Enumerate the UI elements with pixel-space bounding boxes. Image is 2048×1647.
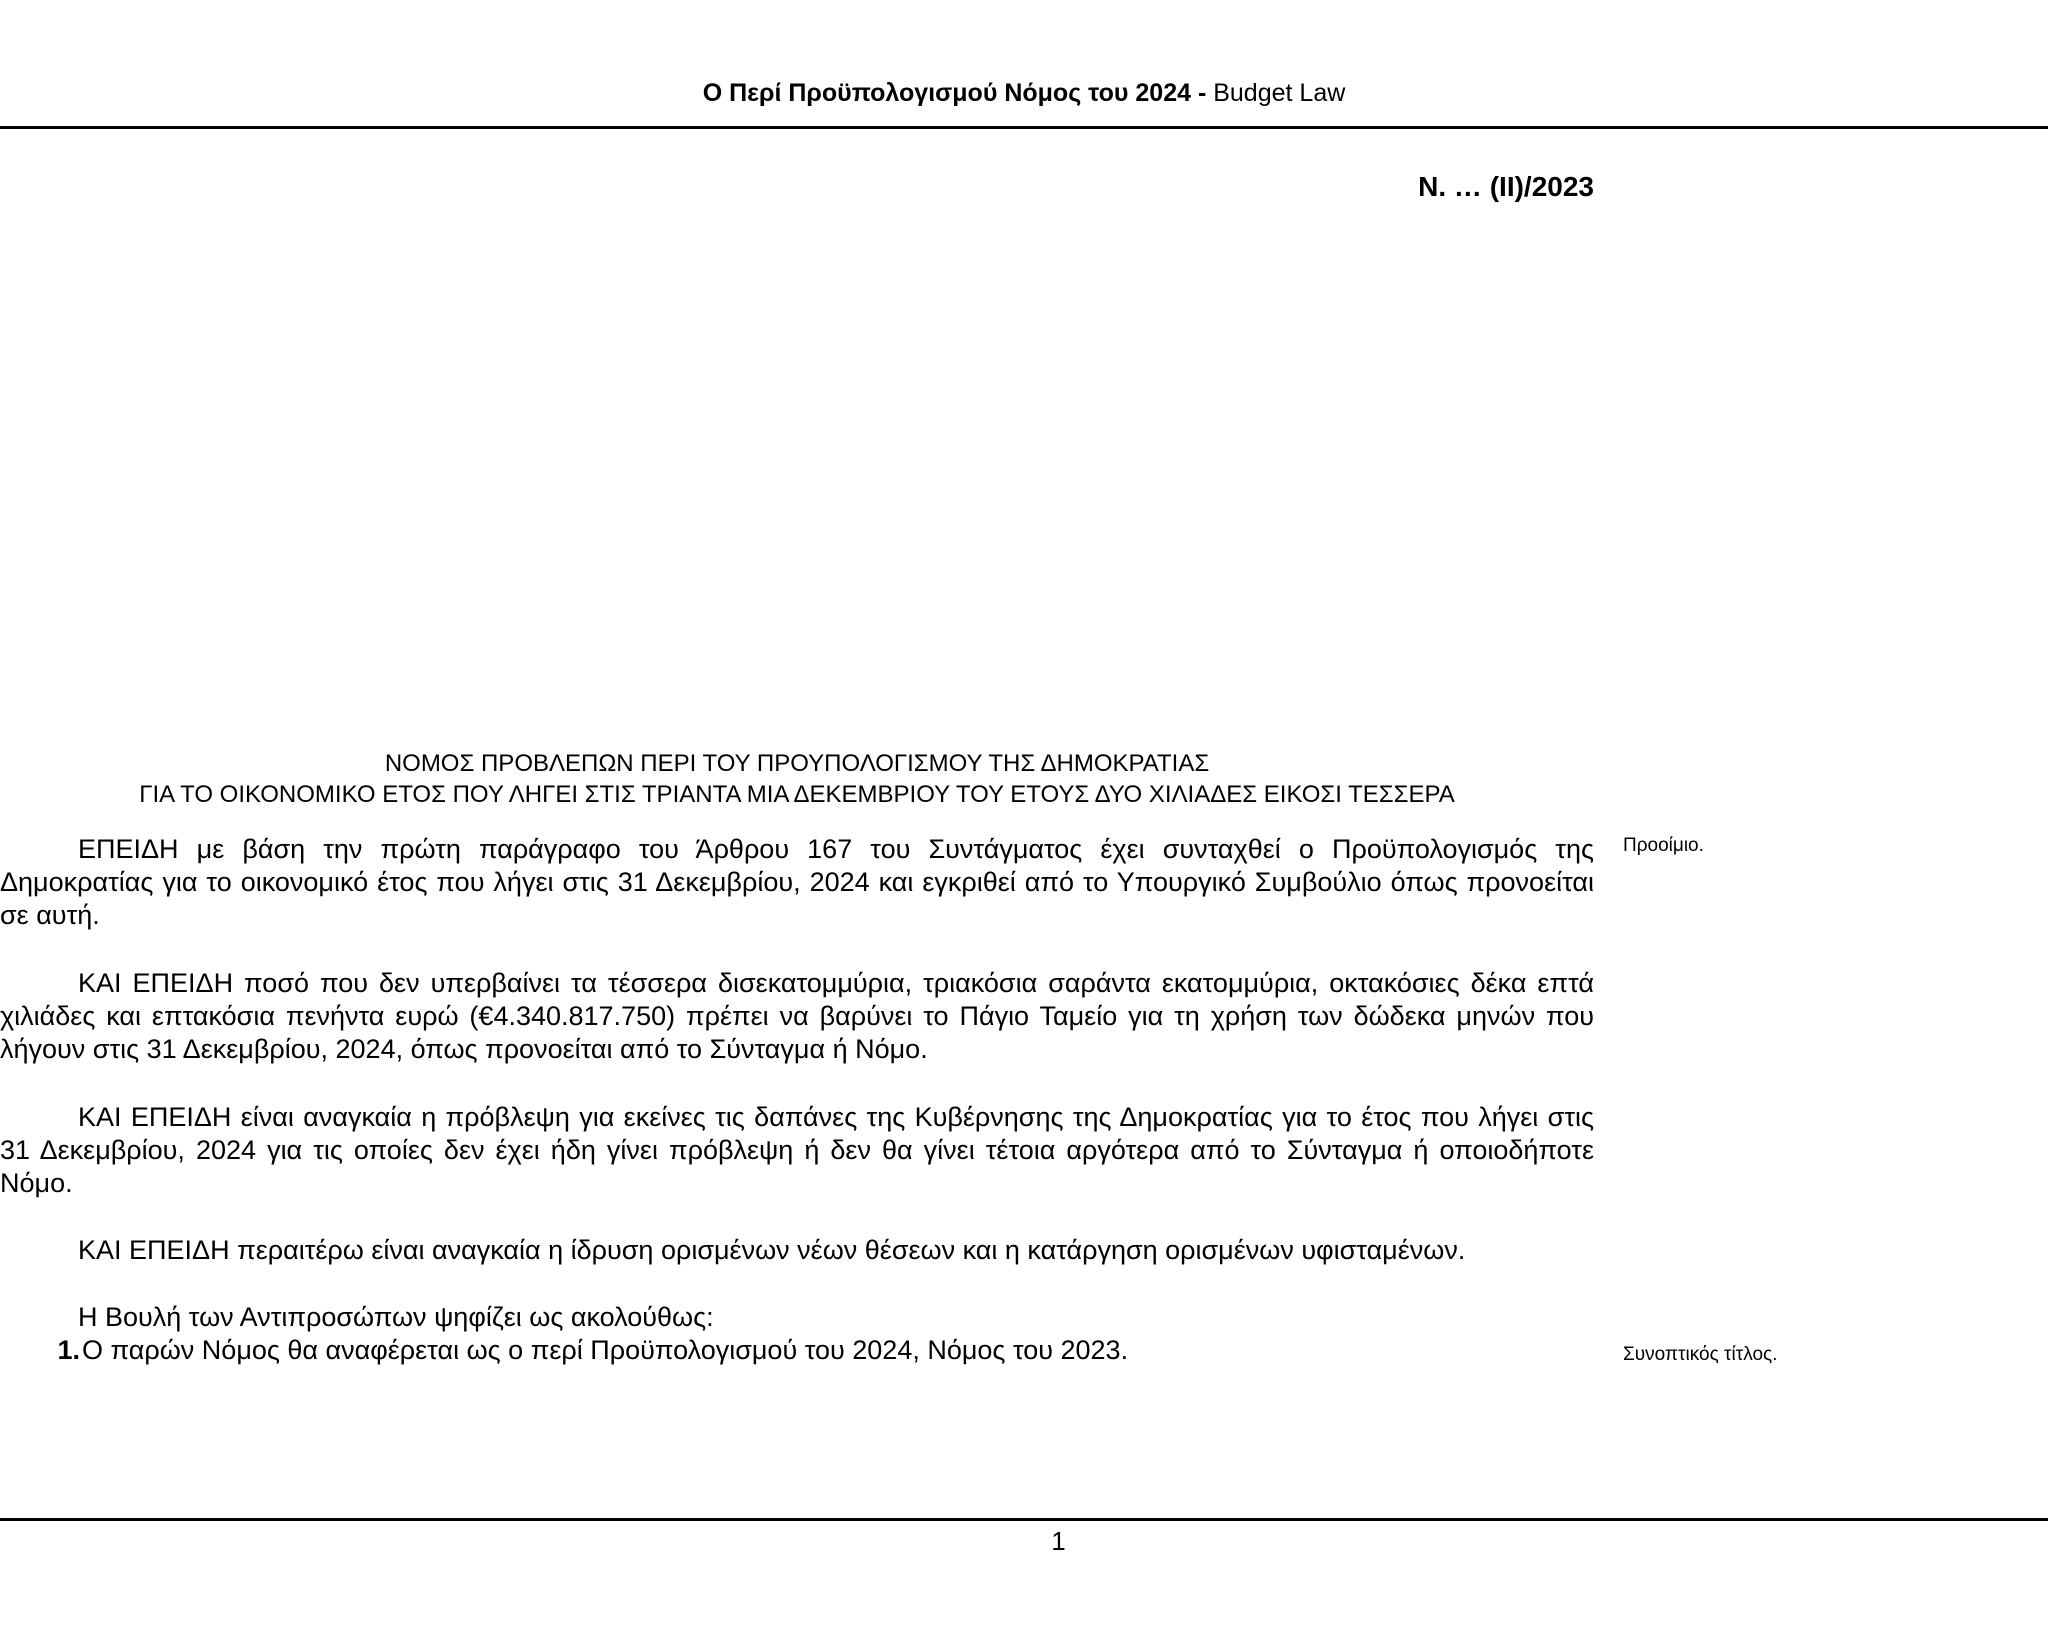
section-1-text: Ο παρών Νόμος θα αναφέρεται ως ο περί Προϋπολογισμού του 2024, Νόμος του 2023. <box>82 1335 1129 1365</box>
law-title-line-1: ΝΟΜΟΣ ΠΡΟΒΛΕΠΩΝ ΠΕΡΙ ΤΟΥ ΠΡΟΥΠΟΛΟΓΙΣΜΟΥ ΤΗΣ ΔΗΜΟΚΡΑΤΙΑΣ <box>384 750 1210 777</box>
margin-note-short-title: Συνοπτικός τίτλος. <box>1623 1344 1778 1365</box>
margin-note-preamble: Προοίμιο. <box>1623 835 1704 856</box>
running-header-regular: Budget Law <box>1206 79 1346 107</box>
page-number: 1 <box>1051 1526 1066 1556</box>
preamble-paragraph-2: ΚΑΙ ΕΠΕΙΔΗ ποσό που δεν υπερβαίνει τα τέσσερα δισεκατομμύρια, τριακόσια σαράντα εκατομμύρια, οκτακόσιες δέκα επτά χιλιάδες και επτακόσια πενήντα ευρώ (€4.340.817.750) πρέπει να βαρύνει το Πάγιο Ταμείο για τη χρήση των δώδεκα μηνών που λήγουν στις 31 Δεκεμβρίου, 2024, όπως προνοείται από το Σύνταγμα ή Νόμο. <box>0 968 1594 1064</box>
preamble-paragraph-4: ΚΑΙ ΕΠΕΙΔΗ περαιτέρω είναι αναγκαία η ίδρυση ορισμένων νέων θέσεων και η κατάργηση ορισμένων υφισταμένων. <box>78 1235 1466 1265</box>
law-title-line-2: ΓΙΑ ΤΟ ΟΙΚΟΝΟΜΙΚΟ ΕΤΟΣ ΠΟΥ ΛΗΓΕΙ ΣΤΙΣ ΤΡΙΑΝΤΑ ΜΙΑ ΔΕΚΕΜΒΡΙΟΥ ΤΟΥ ΕΤΟΥΣ ΔΥΟ ΧΙΛΙΑΔΕΣ ΕΙΚΟΣΙ ΤΕΣΣΕΡΑ <box>139 781 1455 808</box>
section-1 <box>0 1334 1594 1367</box>
preamble-paragraph-3: ΚΑΙ ΕΠΕΙΔΗ είναι αναγκαία η πρόβλεψη για εκείνες τις δαπάνες της Κυβέρνησης της Δημοκρατίας για το έτος που λήγει στις 31 Δεκεμβρίου, 2024 για τις οποίες δεν έχει ήδη γίνει πρόβλεψη ή δεν θα γίνει τέτοια αργότερα από το Σύνταγμα ή οποιοδήποτε Νόμο. <box>0 1102 1594 1198</box>
running-header-bold: Ο Περί Προϋπολογισμού Νόμος του 2024 - <box>702 79 1207 107</box>
enacting-formula: Η Βουλή των Αντιπροσώπων ψηφίζει ως ακολούθως: <box>78 1302 714 1332</box>
header-rule <box>0 126 2048 129</box>
running-header <box>0 78 2048 108</box>
section-1-number: 1. <box>57 1335 80 1365</box>
law-title <box>0 748 1594 810</box>
law-number: Ν. … (ΙΙ)/2023 <box>1418 171 1594 202</box>
footer-rule <box>0 1518 2048 1521</box>
preamble-paragraph-1: ΕΠΕΙΔΗ με βάση την πρώτη παράγραφο του Άρθρου 167 του Συντάγματος έχει συνταχθεί ο Προϋπολογισμός της Δημοκρατίας για το οικονομικό έτος που λήγει στις 31 Δεκεμβρίου, 2024 και εγκριθεί από το Υπουργικό Συμβούλιο όπως προνοείται σε αυτή. <box>0 834 1594 930</box>
